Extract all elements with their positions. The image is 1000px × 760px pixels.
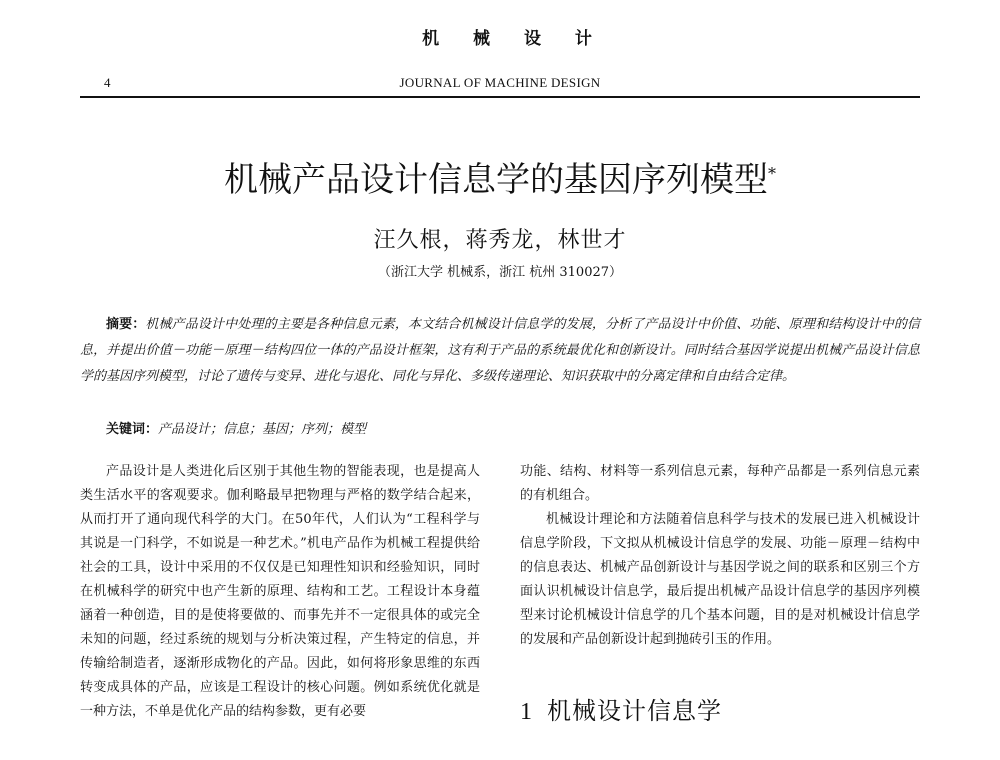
body-column-right	[520, 460, 920, 727]
abstract-label: 摘要：	[106, 317, 146, 332]
body-column-left	[80, 460, 480, 724]
abstract-text: 机械产品设计中处理的主要是各种信息元素，本文结合机械设计信息学的发展，分析了产品设计中价值、功能、原理和结构设计中的信息，并提出价值－功能－原理－结构四位一体的产品设计框架，这有利于产品的系统最优化和创新设计。同时结合基因学说提出机械产品设计信息学的基因序列模型，讨论了遗传与变异、进化与退化、同化与异化、多级传递理论、知识获取中的分离定律和自由结合定律。	[80, 317, 920, 384]
body-paragraph: 功能、结构、材料等一系列信息元素，每种产品都是一系列信息元素的有机组合。	[520, 464, 920, 503]
header-rule	[80, 96, 920, 98]
page-number: 4	[104, 75, 111, 90]
journal-name-cn: 机 械 设 计	[422, 29, 606, 49]
keywords	[80, 417, 920, 443]
affiliation: （浙江大学 机械系，浙江 杭州 310027）	[377, 265, 623, 280]
title-footnote-mark: *	[768, 164, 776, 183]
paper-title-text: 机械产品设计信息学的基因序列模型	[224, 160, 768, 200]
authors: 汪久根，蒋秀龙，林世才	[373, 228, 627, 253]
section-heading	[520, 696, 920, 727]
body-paragraph: 产品设计是人类进化后区别于其他生物的智能表现，也是提高人类生活水平的客观要求。伽利略最早把物理与严格的数学结合起来，从而打开了通向现代科学的大门。在50年代，人们认为“工程科学与其说是一门科学，不如说是一种艺术。”机电产品作为机械工程提供给社会的工具，设计中采用的不仅仅是已知理性知识和经验知识，同时在机械科学的研究中也产生新的原理、结构和工艺。工程设计本身蕴涵着一种创造，目的是使将要做的、而事先并不一定很具体的或完全未知的问题，经过系统的规划与分析决策过程，产生特定的信息，并传输给制造者，逐渐形成物化的产品。因此，如何将形象思维的东西转变成具体的产品，应该是工程设计的核心问题。例如系统优化就是一种方法，不单是优化产品的结构参数，更有必要	[80, 464, 480, 719]
keywords-text: 产品设计；信息；基因；序列；模型	[158, 422, 367, 437]
section-title: 机械设计信息学	[547, 697, 722, 725]
journal-name-en: JOURNAL OF MACHINE DESIGN	[399, 75, 601, 90]
paper-title	[0, 158, 1000, 202]
abstract	[80, 312, 920, 390]
section-number: 1	[520, 699, 533, 725]
keywords-label: 关键词：	[106, 422, 159, 437]
body-paragraph: 机械设计理论和方法随着信息科学与技术的发展已进入机械设计信息学阶段，下文拟从机械设计信息学的发展、功能－原理－结构中的信息表达、机械产品创新设计与基因学说之间的联系和区别三个方面认识机械设计信息学，最后提出机械产品设计信息学的基因序列模型来讨论机械设计信息学的几个基本问题，目的是对机械设计信息学的发展和产品创新设计起到抛砖引玉的作用。	[520, 512, 920, 647]
